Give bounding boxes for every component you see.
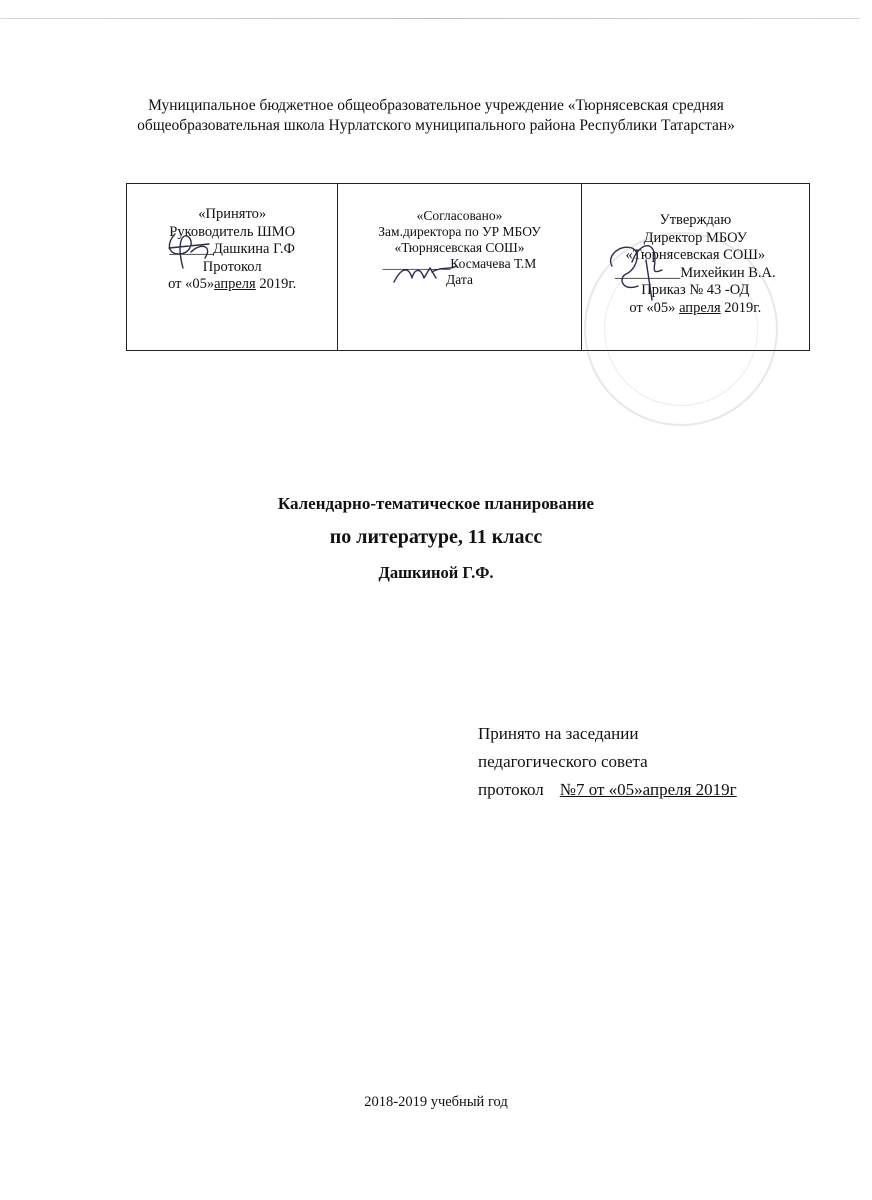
signature-mikheykin-icon [602,236,682,306]
council-approval [478,720,737,804]
approved-signatory: _________Михейкин В.А. [615,264,776,281]
agreed-role: Зам.директора по УР МБОУ [378,224,541,239]
accepted-date: от «05»апреля 2019г. [168,276,297,292]
document-title: Календарно-тематическое планирование [277,494,595,513]
agreed-signatory: __________Космачева Т.М [382,256,537,271]
agreed-title: «Согласовано» [416,208,503,223]
agreed-date-label: Дата [446,272,473,287]
approval-approved-cell [582,184,809,350]
institution-line-2: общеобразовательная школа Нурлатского муниципального района Республики Татарстан» [137,117,735,134]
agreed-school: «Тюрнясевская СОШ» [394,240,525,255]
document-author: Дашкиной Г.Ф. [378,563,494,582]
council-line-2: педагогического совета [478,752,648,771]
accepted-signatory: ______Дашкина Г.Ф [169,241,295,257]
institution-header [0,96,872,136]
accepted-role: Руководитель ШМО [169,223,296,240]
accepted-title: «Принято» [198,206,267,222]
council-protocol: протокол №7 от «05»апреля 2019г [478,780,737,799]
approved-school: «Тюрнясевская СОШ» [625,247,766,263]
academic-year: 2018-2019 учебный год [364,1094,508,1110]
approved-role: Директор МБОУ [643,229,748,246]
approved-date: от «05» апреля 2019г. [629,299,762,316]
document-subject: по литературе, 11 класс [329,526,543,548]
institution-line-1: Муниципальное бюджетное общеобразовательное учреждение «Тюрнясевская средняя [148,97,724,114]
signature-kosmacheva-icon [390,260,460,288]
approval-agreed-cell [338,184,581,350]
approved-title: Утверждаю [659,212,732,228]
council-line-1: Принято на заседании [478,724,639,743]
accepted-protocol: Протокол [202,258,262,275]
approved-order: Приказ № 43 -ОД [641,282,750,298]
scan-edge-line [0,18,860,19]
approvals-table [126,183,810,351]
signature-dashkina-icon [161,228,221,274]
approval-accepted-cell [127,184,338,350]
council-protocol-number: №7 от «05»апреля 2019г [559,780,737,799]
